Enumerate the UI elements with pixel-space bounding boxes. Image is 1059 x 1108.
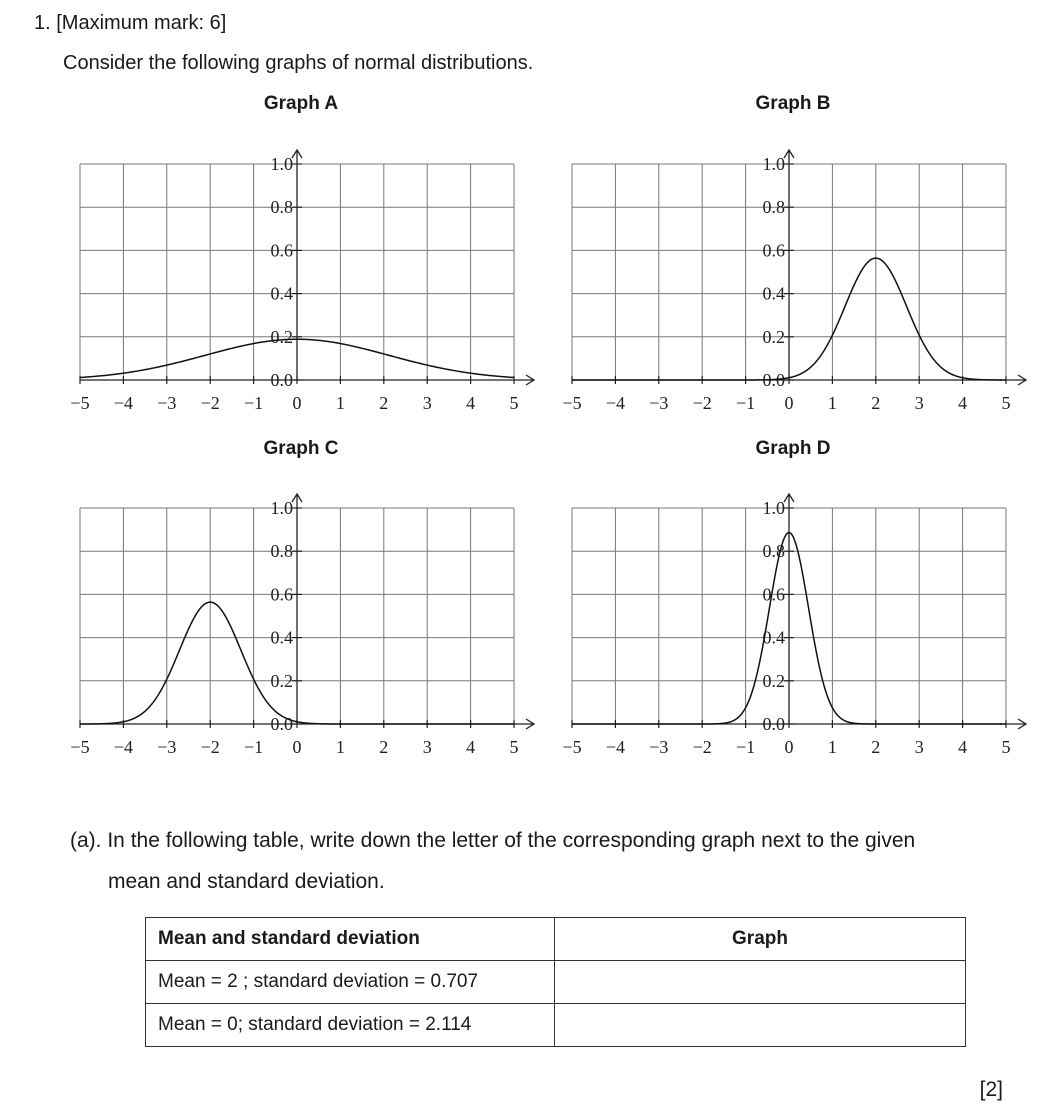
y-tick-label: 0.6 (762, 584, 785, 605)
x-tick-label: −2 (692, 393, 712, 413)
graph-b (552, 140, 1042, 420)
y-tick-label: 0.8 (762, 541, 785, 562)
x-tick-label: −4 (605, 737, 625, 757)
y-tick-label: 0.0 (762, 370, 785, 390)
x-tick-label: −2 (200, 737, 220, 757)
x-tick-label: 0 (784, 737, 794, 757)
x-tick-label: −1 (736, 737, 756, 757)
x-tick-label: 3 (914, 393, 924, 413)
max-mark: [Maximum mark: 6] (56, 12, 227, 34)
graph-d-title: Graph D (755, 438, 831, 459)
x-tick-label: 1 (827, 393, 837, 413)
table-row (146, 961, 966, 1004)
part-a-text-line2: mean and standard deviation. (108, 870, 385, 893)
y-tick-label: 1.0 (762, 154, 785, 174)
answer-table (145, 917, 966, 1047)
x-tick-label: 5 (509, 737, 519, 757)
part-a-text (70, 829, 915, 853)
x-tick-label: −5 (562, 393, 582, 413)
y-tick-label: 0.4 (762, 283, 785, 304)
question-number: 1. (34, 12, 51, 34)
y-tick-label: 0.6 (762, 240, 785, 261)
y-tick-label: 0.0 (270, 714, 293, 734)
graph-a (60, 140, 550, 420)
x-tick-label: 2 (379, 737, 389, 757)
y-tick-label: 0.0 (270, 370, 293, 390)
y-tick-label: 1.0 (270, 154, 293, 174)
x-tick-label: 3 (422, 393, 432, 413)
x-tick-label: −1 (244, 393, 264, 413)
x-tick-label: −5 (562, 737, 582, 757)
table-row (146, 1004, 966, 1047)
x-tick-label: 5 (1001, 737, 1011, 757)
x-tick-label: 2 (379, 393, 389, 413)
x-tick-label: 0 (292, 737, 302, 757)
x-tick-label: −3 (157, 737, 177, 757)
x-tick-label: 0 (292, 393, 302, 413)
x-tick-label: −3 (649, 393, 669, 413)
x-tick-label: −4 (113, 737, 133, 757)
y-tick-label: 0.4 (762, 627, 785, 648)
y-tick-label: 0.2 (270, 670, 293, 691)
question-intro: Consider the following graphs of normal distributions. (63, 52, 534, 74)
part-a-text-line1: In the following table, write down the letter of the corresponding graph next to the given (107, 829, 916, 852)
x-tick-label: −5 (70, 393, 90, 413)
x-tick-label: −3 (157, 393, 177, 413)
y-tick-label: 1.0 (762, 498, 785, 518)
x-tick-label: 4 (466, 737, 476, 757)
x-tick-label: 3 (422, 737, 432, 757)
row-1-mean-sd: Mean = 2 ; standard deviation = 0.707 (146, 961, 555, 1004)
x-tick-label: 2 (871, 393, 881, 413)
question-header (34, 12, 226, 35)
part-a-marks: [2] (979, 1078, 1003, 1101)
y-tick-label: 0.4 (270, 283, 293, 304)
y-tick-label: 1.0 (270, 498, 293, 518)
x-tick-label: −3 (649, 737, 669, 757)
row-2-mean-sd: Mean = 0; standard deviation = 2.114 (146, 1004, 555, 1047)
x-tick-label: −4 (605, 393, 625, 413)
graph-b-title: Graph B (755, 93, 831, 114)
x-tick-label: 1 (335, 737, 345, 757)
part-a-label: (a). (70, 829, 102, 852)
y-tick-label: 0.6 (270, 584, 293, 605)
y-tick-label: 0.4 (270, 627, 293, 648)
x-tick-label: −5 (70, 737, 90, 757)
x-tick-label: −2 (692, 737, 712, 757)
y-tick-label: 0.2 (270, 326, 293, 347)
x-tick-label: 4 (466, 393, 476, 413)
header-mean-sd: Mean and standard deviation (146, 918, 555, 961)
row-2-graph-answer[interactable] (555, 1004, 966, 1047)
y-tick-label: 0.8 (762, 197, 785, 218)
x-tick-label: 4 (958, 393, 968, 413)
x-tick-label: −4 (113, 393, 133, 413)
table-header-row (146, 918, 966, 961)
y-tick-label: 0.2 (762, 326, 785, 347)
x-tick-label: 3 (914, 737, 924, 757)
y-tick-label: 0.0 (762, 714, 785, 734)
x-tick-label: −1 (244, 737, 264, 757)
row-1-graph-answer[interactable] (555, 961, 966, 1004)
x-tick-label: 0 (784, 393, 794, 413)
x-tick-label: 5 (509, 393, 519, 413)
x-tick-label: 1 (335, 393, 345, 413)
y-tick-label: 0.8 (270, 197, 293, 218)
x-tick-label: 4 (958, 737, 968, 757)
graph-c-title: Graph C (263, 438, 339, 459)
x-tick-label: −2 (200, 393, 220, 413)
y-tick-label: 0.2 (762, 670, 785, 691)
x-tick-label: −1 (736, 393, 756, 413)
x-tick-label: 1 (827, 737, 837, 757)
graph-d (552, 484, 1042, 764)
y-tick-label: 0.8 (270, 541, 293, 562)
x-tick-label: 5 (1001, 393, 1011, 413)
graph-a-title: Graph A (263, 93, 339, 114)
y-tick-label: 0.6 (270, 240, 293, 261)
x-tick-label: 2 (871, 737, 881, 757)
header-graph: Graph (555, 918, 966, 961)
graph-c (60, 484, 550, 764)
